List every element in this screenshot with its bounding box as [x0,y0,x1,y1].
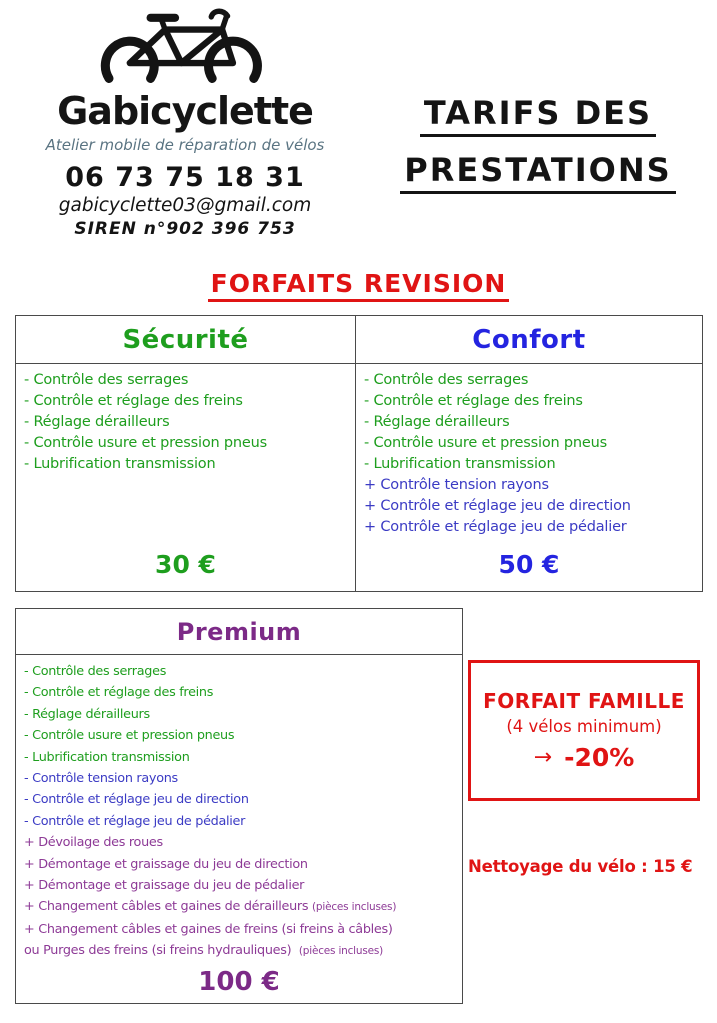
famille-subtitle: (4 vélos minimum) [506,717,662,736]
package-item: ou Purges des freins (si freins hydrauliques) (pièces incluses) [24,943,384,959]
package-item: - Contrôle et réglage jeu de direction [24,792,249,808]
brand-name: Gabicyclette [57,89,313,133]
cleaning-price-note: Nettoyage du vélo : 15 € [468,857,693,876]
arrow-right-icon: → [533,745,553,770]
document-title-line1: TARIFS DES [368,94,708,137]
brand-siren-number: SIREN n°902 396 753 [74,219,296,240]
brand-block [25,6,345,239]
document-title [368,94,708,208]
package-item: + Contrôle et réglage jeu de pédalier [364,519,627,535]
document-title-line2: PRESTATIONS [368,151,708,194]
package-item: - Contrôle tension rayons [24,771,178,787]
package-item: - Contrôle des serrages [24,664,167,679]
package-column-premium [16,609,462,1003]
premium-table [15,608,463,1004]
package-header-premium: Premium [16,609,462,655]
package-item: + Contrôle tension rayons [364,477,549,493]
package-items-securite [24,370,347,546]
brand-tagline: Atelier mobile de réparation de vélos [45,135,325,154]
famille-title: FORFAIT FAMILLE [483,689,685,713]
package-item: + Changement câbles et gaines de dérailleurs (pièces incluses) [24,899,397,915]
famille-discount-value: -20% [564,743,635,772]
brand-phone-number: 06 73 75 18 31 [65,161,305,193]
package-items-premium [24,661,454,963]
package-item: - Contrôle des serrages [24,372,189,388]
package-item: - Contrôle et réglage des freins [24,393,243,409]
package-item: - Contrôle des serrages [364,372,529,388]
package-item: - Lubrification transmission [364,456,556,472]
brand-email: gabicyclette03@gmail.com [58,195,312,217]
package-price-securite: 30 € [155,550,216,579]
revision-table [15,315,703,592]
package-item: + Contrôle et réglage jeu de direction [364,498,631,514]
bicycle-logo-icon [79,6,291,92]
package-item: - Contrôle usure et pression pneus [24,728,235,744]
package-item: - Contrôle et réglage des freins [364,393,583,409]
famille-discount [534,743,635,772]
package-item: - Lubrification transmission [24,456,216,472]
section-title-forfaits-revision: FORFAITS REVISION [0,269,717,302]
package-item: + Changement câbles et gaines de freins (si freins à câbles) [24,921,393,937]
package-column-securite [16,316,355,591]
package-item: - Réglage dérailleurs [24,706,150,722]
package-item: - Contrôle usure et pression pneus [364,435,607,451]
package-column-confort [355,316,702,591]
package-price-premium: 100 € [198,966,280,997]
package-item: - Contrôle et réglage jeu de pédalier [24,813,246,829]
package-item: - Contrôle et réglage des freins [24,685,214,701]
package-header-securite: Sécurité [16,316,355,364]
package-item: - Lubrification transmission [24,749,190,765]
package-item: + Dévoilage des roues [24,835,163,851]
package-header-confort: Confort [356,316,702,364]
package-item: + Démontage et graissage du jeu de pédalier [24,878,305,894]
package-items-confort [364,370,694,546]
package-item: - Contrôle usure et pression pneus [24,435,267,451]
pieces-incluses-note: (pièces incluses) [312,901,397,914]
package-item: + Démontage et graissage du jeu de direction [24,856,308,872]
famille-offer-box [468,660,700,801]
pieces-incluses-note: (pièces incluses) [298,945,384,958]
package-price-confort: 50 € [498,550,560,579]
package-item: - Réglage dérailleurs [364,414,510,430]
package-item: - Réglage dérailleurs [24,414,170,430]
